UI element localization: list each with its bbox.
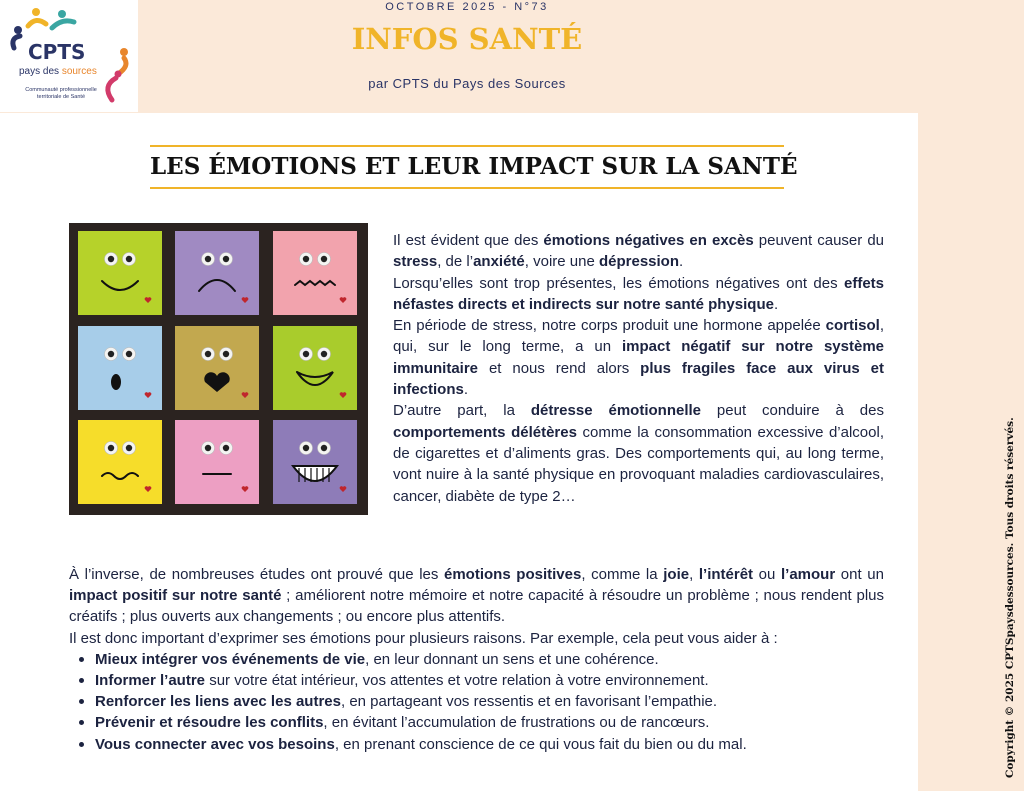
text-run: . [773,295,779,313]
sticky-note-surprise [78,326,162,410]
body-text [69,564,884,755]
text-run: En période de stress, notre corps produit une hormone appelée [393,317,826,335]
copyright-notice [1000,417,1024,790]
text-run: Il est donc important d’exprimer ses émotions pour plusieurs raisons. Par exemple, cela peut vous aider à : [69,629,778,647]
text-run: ont un [835,566,884,583]
bold-text: l’intérêt [698,566,754,583]
text-run: , [689,566,699,583]
text-run: , de l’ [437,253,474,271]
bold-text: effets néfastes directs et indirects sur notre santé physique [393,274,884,313]
copyright-text: Copyright © 2025 CPTSpaysdessources. Tous droits réservés. [1004,417,1016,778]
text-run: . [463,381,469,399]
bold-text: détresse émotionnelle [530,402,701,420]
bold-text: joie [663,566,690,583]
sticky-notes-faces-image [69,223,368,515]
bold-text: stress [393,253,438,271]
bold-text: Prévenir et résoudre les conflits [95,714,324,732]
text-run: sur votre état intérieur, vos attentes et votre relation à votre environnement. [205,672,709,690]
bold-text: émotions positives [444,566,582,583]
list-item [69,649,884,670]
text-run: , en partageant vos ressentis et en favorisant l’empathie. [340,693,718,711]
bold-text: plus fragiles face aux virus et infections [393,359,884,399]
text-run: , en évitant l’accumulation de frustrations ou de rancœurs. [323,714,710,732]
bold-text: impact négatif sur notre système immunitaire [393,338,885,377]
list-item [69,670,884,691]
sticky-note-neutral [175,420,259,504]
text-run: . [679,253,684,271]
bold-text: émotions négatives en excès [543,232,754,249]
bold-text: l’amour [781,566,836,583]
text-run: Il est évident que des [393,232,544,249]
sticky-note-zigzag [273,231,357,315]
bold-text: Informer l’autre [95,672,206,690]
text-run: , comme la [581,566,664,583]
sticky-note-smile [78,231,162,315]
intro-text [393,230,884,507]
bold-text: anxiété [473,253,525,271]
bold-text: dépression [598,253,680,271]
intro-paragraph [393,230,884,273]
article-title: LES ÉMOTIONS ET LEUR IMPACT SUR LA SANTÉ [150,145,784,189]
text-run: comme la consommation excessive d’alcool, de cigarettes et d’aliments gras. Des comportements qui, au long terme, vont nuire à la santé physique en provoquant maladies cardiovasculaires, cancer, diabète de type 2… [393,423,884,505]
sticky-note-heart [175,326,259,410]
list-item [69,691,884,712]
intro-paragraph [393,400,884,506]
text-run: ou [753,566,781,583]
bold-text: impact positif sur notre santé [69,587,282,605]
emotions-photo [69,223,368,515]
byline: par CPTS du Pays des Sources [368,76,566,91]
text-run: Lorsqu’elles sont trop présentes, les émotions négatives ont des [393,274,844,292]
logo-subtitle-prefix: pays des [19,66,62,77]
bold-text: comportements délétères [393,423,577,441]
body-paragraph [69,564,884,628]
text-run: , voire une [524,253,599,271]
sticky-note-grin [273,326,357,410]
newsletter-title: INFOS SANTÉ [351,22,583,56]
sticky-note-frown [175,231,259,315]
logo-tagline: Communauté professionnelle territoriale de Santé [25,87,97,100]
benefits-list [69,649,884,755]
text-run: , en prenant conscience de ce qui vous fait du bien ou du mal. [334,735,747,753]
sticky-note-wavy [78,420,162,504]
bold-text: Mieux intégrer vos événements de vie [95,650,366,668]
body-paragraph [69,628,884,649]
intro-paragraph [393,315,884,400]
intro-paragraph [393,273,884,316]
text-run: À l’inverse, de nombreuses études ont prouvé que les [69,566,444,583]
text-run: , qui, sur le long terme, a un [393,317,884,356]
bold-text: Renforcer les liens avec les autres [95,693,341,711]
text-run: peut conduire à des [701,402,884,420]
logo [0,0,138,112]
text-run: ; améliorent notre mémoire et notre capacité à résoudre un problème ; nous rendent plus créatifs ; plus ouverts aux changements ; ou encore plus attentifs. [69,587,884,626]
bold-text: cortisol [825,317,880,335]
logo-subtitle-accent: sources [61,66,97,77]
logo-name: CPTS [28,40,86,64]
list-item [69,712,884,733]
body-paragraphs [69,564,884,649]
bold-text: Vous connecter avec vos besoins [95,735,335,753]
text-run: et nous rend alors [478,359,641,377]
list-item [69,734,884,755]
text-run: , en leur donnant un sens et une cohérence. [365,650,659,668]
text-run: peuvent causer du [753,232,884,249]
issue-number: OCTOBRE 2025 - N°73 [385,1,549,13]
sticky-note-teeth [273,420,357,504]
text-run: D’autre part, la [393,402,531,420]
